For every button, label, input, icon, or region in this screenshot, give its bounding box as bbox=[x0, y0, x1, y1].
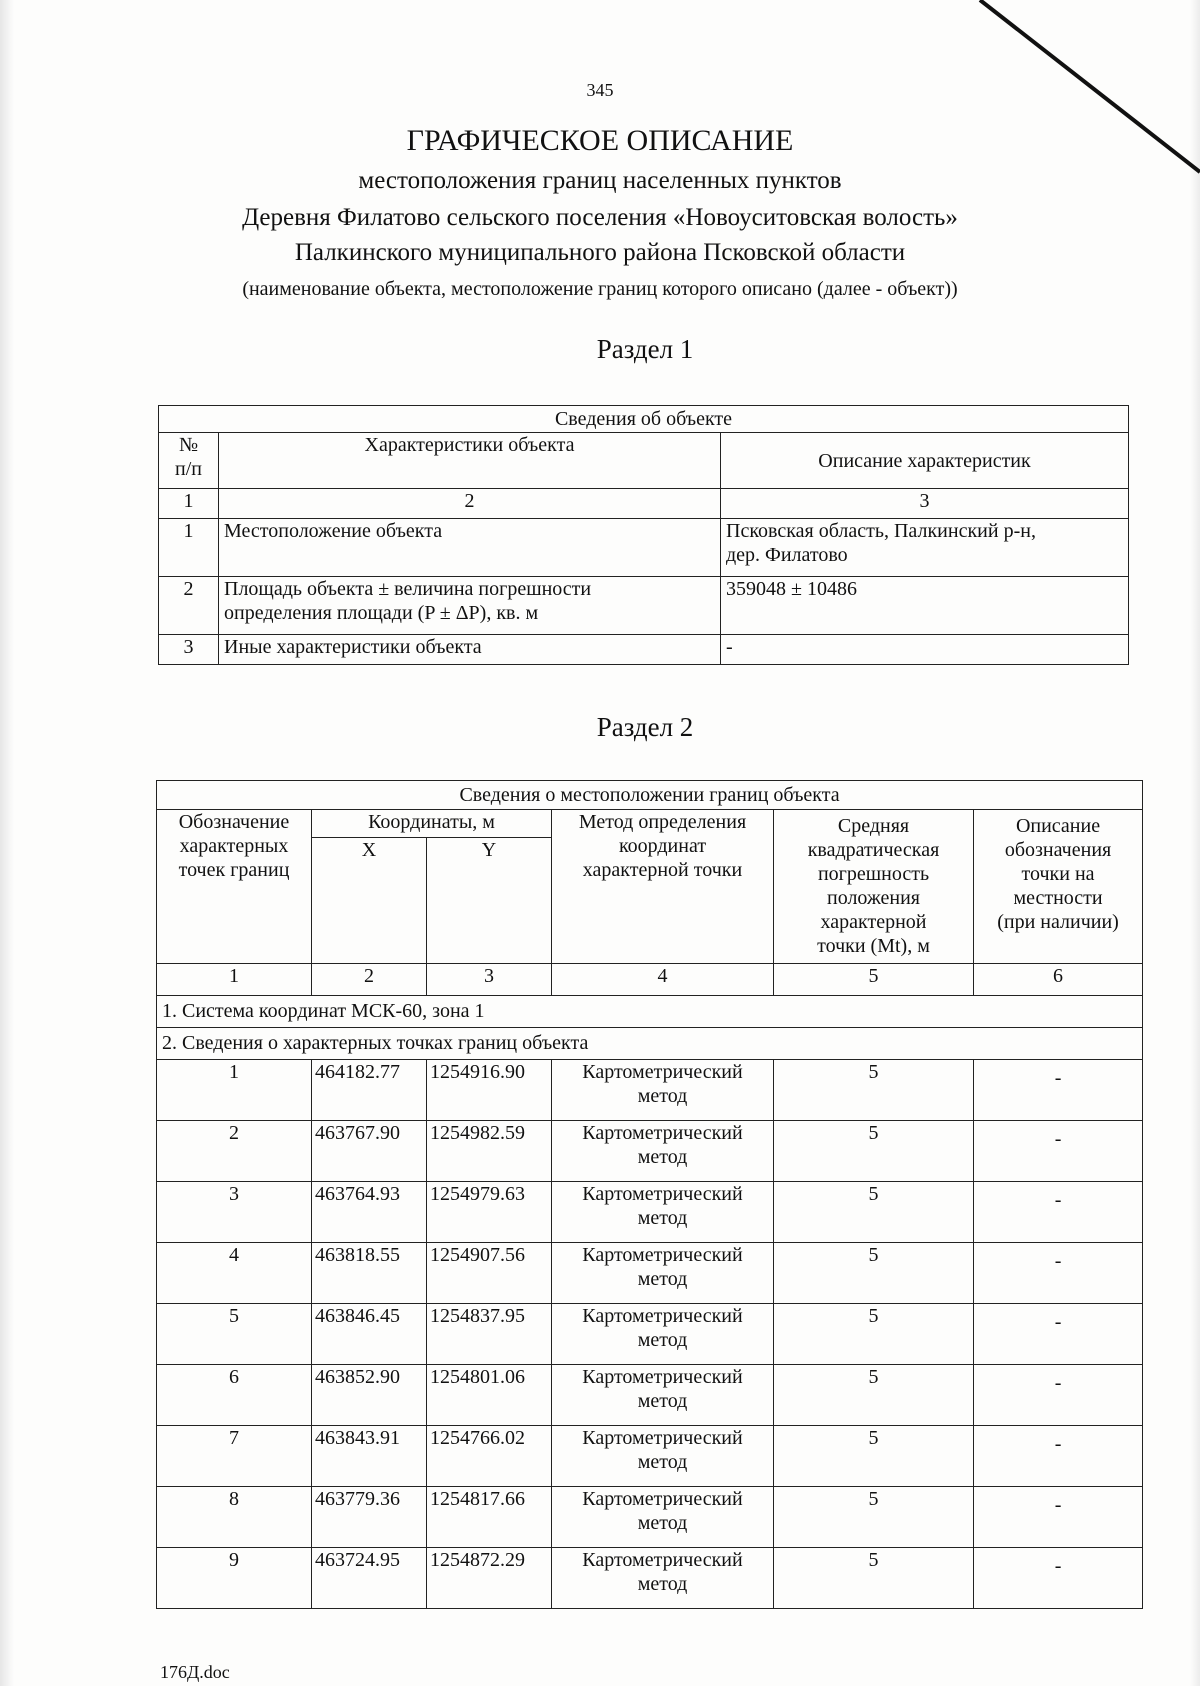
column-index: 3 bbox=[721, 489, 1129, 519]
subtitle-line-2: Деревня Филатово сельского поселения «Новоуситовская волость» bbox=[242, 204, 958, 231]
point-id-cell: 2 bbox=[157, 1121, 312, 1182]
subtitle-line-3: Палкинского муниципального района Псковской области bbox=[294, 239, 906, 266]
column-index-row bbox=[157, 964, 1143, 996]
points-body bbox=[157, 1060, 1143, 1609]
point-x-cell: 463764.93 bbox=[312, 1182, 427, 1243]
point-mt-cell: 5 bbox=[774, 1487, 974, 1548]
point-mt-cell: 5 bbox=[774, 1243, 974, 1304]
table-row bbox=[157, 1548, 1143, 1609]
point-id-cell: 8 bbox=[157, 1487, 312, 1548]
point-x-cell: 463779.36 bbox=[312, 1487, 427, 1548]
boundary-points-table bbox=[156, 780, 1143, 1609]
point-y-cell: 1254907.56 bbox=[427, 1243, 552, 1304]
point-y-cell: 1254916.90 bbox=[427, 1060, 552, 1121]
table-caption: Сведения об объекте bbox=[159, 406, 1129, 433]
point-y-cell: 1254817.66 bbox=[427, 1487, 552, 1548]
column-header: Обозначение характерных точек границ bbox=[157, 810, 312, 964]
table-cell: 2 bbox=[159, 577, 219, 635]
point-method-cell: Картометрический метод bbox=[552, 1060, 774, 1121]
column-header: Координаты, м bbox=[312, 810, 552, 838]
point-id-cell: 9 bbox=[157, 1548, 312, 1609]
subtitle-line-1: местоположения границ населенных пунктов bbox=[358, 167, 842, 194]
table-cell: Местоположение объекта bbox=[219, 519, 721, 577]
column-header: Характеристики объекта bbox=[219, 433, 721, 489]
column-index: 2 bbox=[312, 964, 427, 996]
point-mt-cell: 5 bbox=[774, 1182, 974, 1243]
table-row bbox=[157, 1426, 1143, 1487]
table-row bbox=[157, 1121, 1143, 1182]
point-desc-cell: - bbox=[974, 1304, 1143, 1365]
point-x-cell: 463767.90 bbox=[312, 1121, 427, 1182]
point-desc-cell: - bbox=[974, 1243, 1143, 1304]
point-y-cell: 1254801.06 bbox=[427, 1365, 552, 1426]
point-y-cell: 1254872.29 bbox=[427, 1548, 552, 1609]
point-x-cell: 464182.77 bbox=[312, 1060, 427, 1121]
point-id-cell: 4 bbox=[157, 1243, 312, 1304]
object-info-table bbox=[158, 405, 1129, 665]
point-desc-cell: - bbox=[974, 1121, 1143, 1182]
coordinate-system-row: 1. Система координат МСК-60, зона 1 bbox=[157, 996, 1143, 1028]
table-row bbox=[157, 1487, 1143, 1548]
point-method-cell: Картометрический метод bbox=[552, 1304, 774, 1365]
file-name: 176Д.doc bbox=[160, 1662, 230, 1682]
point-method-cell: Картометрический метод bbox=[552, 1548, 774, 1609]
point-desc-cell: - bbox=[974, 1426, 1143, 1487]
column-index: 1 bbox=[159, 489, 219, 519]
point-method-cell: Картометрический метод bbox=[552, 1487, 774, 1548]
page-number: 345 bbox=[586, 80, 614, 100]
table-cell: 1 bbox=[159, 519, 219, 577]
column-index: 2 bbox=[219, 489, 721, 519]
point-desc-cell: - bbox=[974, 1182, 1143, 1243]
point-method-cell: Картометрический метод bbox=[552, 1182, 774, 1243]
point-x-cell: 463852.90 bbox=[312, 1365, 427, 1426]
table-row bbox=[157, 1304, 1143, 1365]
column-header-y: Y bbox=[427, 838, 552, 964]
column-header: Средняя квадратическая погрешность положения характерной точки (Mt), м bbox=[774, 810, 974, 964]
column-header: Описание обозначения точки на местности (при наличии) bbox=[974, 810, 1143, 964]
point-mt-cell: 5 bbox=[774, 1365, 974, 1426]
point-x-cell: 463724.95 bbox=[312, 1548, 427, 1609]
point-method-cell: Картометрический метод bbox=[552, 1426, 774, 1487]
table-cell: Площадь объекта ± величина погрешности определения площади (P ± ΔP), кв. м bbox=[219, 577, 721, 635]
column-header: № п/п bbox=[159, 433, 219, 489]
point-x-cell: 463843.91 bbox=[312, 1426, 427, 1487]
point-desc-cell: - bbox=[974, 1487, 1143, 1548]
point-mt-cell: 5 bbox=[774, 1121, 974, 1182]
column-index: 3 bbox=[427, 964, 552, 996]
table-cell: 359048 ± 10486 bbox=[721, 577, 1129, 635]
column-index: 1 bbox=[157, 964, 312, 996]
points-subheader-row: 2. Сведения о характерных точках границ объекта bbox=[157, 1028, 1143, 1060]
column-index: 4 bbox=[552, 964, 774, 996]
column-index: 5 bbox=[774, 964, 974, 996]
point-method-cell: Картометрический метод bbox=[552, 1243, 774, 1304]
point-method-cell: Картометрический метод bbox=[552, 1365, 774, 1426]
table-cell: - bbox=[721, 635, 1129, 665]
point-desc-cell: - bbox=[974, 1548, 1143, 1609]
point-mt-cell: 5 bbox=[774, 1426, 974, 1487]
table-row bbox=[157, 1182, 1143, 1243]
point-y-cell: 1254837.95 bbox=[427, 1304, 552, 1365]
point-x-cell: 463846.45 bbox=[312, 1304, 427, 1365]
point-id-cell: 1 bbox=[157, 1060, 312, 1121]
subtitle-note: (наименование объекта, местоположение границ которого описано (далее - объект)) bbox=[242, 278, 958, 300]
section-2-title: Раздел 2 bbox=[596, 712, 694, 742]
point-desc-cell: - bbox=[974, 1060, 1143, 1121]
point-method-cell: Картометрический метод bbox=[552, 1121, 774, 1182]
point-y-cell: 1254979.63 bbox=[427, 1182, 552, 1243]
table-caption: Сведения о местоположении границ объекта bbox=[157, 781, 1143, 810]
table-row bbox=[157, 1243, 1143, 1304]
point-mt-cell: 5 bbox=[774, 1304, 974, 1365]
document-title: ГРАФИЧЕСКОЕ ОПИСАНИЕ bbox=[406, 124, 794, 157]
point-id-cell: 5 bbox=[157, 1304, 312, 1365]
point-mt-cell: 5 bbox=[774, 1548, 974, 1609]
table-cell: 3 bbox=[159, 635, 219, 665]
point-y-cell: 1254766.02 bbox=[427, 1426, 552, 1487]
point-x-cell: 463818.55 bbox=[312, 1243, 427, 1304]
point-id-cell: 7 bbox=[157, 1426, 312, 1487]
point-desc-cell: - bbox=[974, 1365, 1143, 1426]
section-1-title: Раздел 1 bbox=[596, 334, 694, 364]
point-id-cell: 3 bbox=[157, 1182, 312, 1243]
column-header: Описание характеристик bbox=[721, 433, 1129, 489]
table-row bbox=[157, 1365, 1143, 1426]
column-index: 6 bbox=[974, 964, 1143, 996]
point-mt-cell: 5 bbox=[774, 1060, 974, 1121]
table-cell: Псковская область, Палкинский р-н, дер. Филатово bbox=[721, 519, 1129, 577]
column-header-x: X bbox=[312, 838, 427, 964]
table-cell: Иные характеристики объекта bbox=[219, 635, 721, 665]
column-header: Метод определения координат характерной точки bbox=[552, 810, 774, 964]
table-row bbox=[157, 1060, 1143, 1121]
point-id-cell: 6 bbox=[157, 1365, 312, 1426]
point-y-cell: 1254982.59 bbox=[427, 1121, 552, 1182]
